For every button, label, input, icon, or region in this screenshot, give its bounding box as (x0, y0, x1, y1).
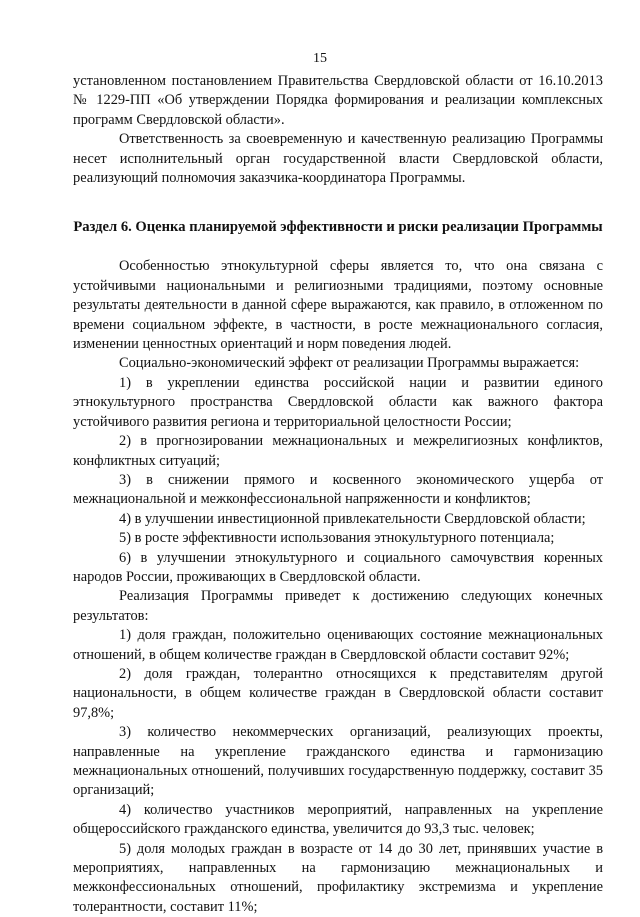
result-item-2: 2) доля граждан, толерантно относящихся к представителям другой национальности, в общем количестве граждан в Свердловской области составит 97,8%; (73, 665, 603, 721)
effect-item-5: 5) в росте эффективности использования этнокультурного потенциала; (119, 530, 555, 547)
paragraph-results-intro: Реализация Программы приведет к достижению следующих конечных результатов: (73, 588, 603, 624)
paragraph-responsibility: Ответственность за своевременную и качественную реализацию Программы несет исполнительный орган государственной власти Свердловской области, реализующий полномочия заказчика-координатора Программы. (73, 131, 603, 187)
effect-item-1: 1) в укреплении единства российской нации и развитии единого этнокультурного пространства Свердловской области как важного фактора устойчивого развития региона и территориальной целостности России; (73, 374, 603, 430)
document-body (73, 72, 603, 917)
result-item-4: 4) количество участников мероприятий, направленных на укрепление общероссийского гражданского единства, увеличится до 93,3 тыс. человек; (73, 801, 603, 838)
result-item-1: 1) доля граждан, положительно оценивающих состояние межнациональных отношений, в общем количестве граждан в Свердловской области составит 92%; (73, 627, 603, 663)
paragraph-continuation: установленном постановлением Правительства Свердловской области от 16.10.2013 № 1229-ПП «Об утверждении Порядка формирования и реализации комплексных программ Свердловской области». (73, 73, 603, 128)
paragraph-ethnocultural-feature: Особенностью этнокультурной сферы является то, что она связана с устойчивыми национальными и религиозными традициями, поэтому основные результаты деятельности в данной сфере выражаются, как правило, в отложенном по времени социальном эффекте, в частности, в росте межнационального согласия, изменении ценностных ориентаций и норм поведения людей. (73, 258, 603, 353)
effect-item-6: 6) в улучшении этнокультурного и социального самочувствия коренных народов России, проживающих в Свердловской области. (73, 549, 603, 585)
page-number: 15 (313, 51, 327, 66)
result-item-3: 3) количество некоммерческих организаций, реализующих проекты, направленные на укрепление гражданского единства и гармонизацию межнациональных отношений, получивших государственную поддержку, составит 35 организаций; (73, 724, 603, 799)
effect-item-3: 3) в снижении прямого и косвенного экономического ущерба от межнациональной и межконфессиональной напряженности и конфликтов; (73, 471, 603, 508)
section-heading: Раздел 6. Оценка планируемой эффективности и риски реализации Программы (73, 219, 603, 236)
effect-item-4: 4) в улучшении инвестиционной привлекательности Свердловской области; (119, 510, 586, 527)
paragraph-effect-intro: Социально-экономический эффект от реализации Программы выражается: (119, 355, 580, 372)
result-item-5: 5) доля молодых граждан в возрасте от 14 до 30 лет, принявших участие в мероприятиях, направленных на гармонизацию межнациональных и межконфессиональных отношений, профилактику экстремизма и укрепление толерантности, составит 11%; (73, 840, 603, 915)
effect-item-2: 2) в прогнозировании межнациональных и межрелигиозных конфликтов, конфликтных ситуаций; (73, 433, 603, 469)
